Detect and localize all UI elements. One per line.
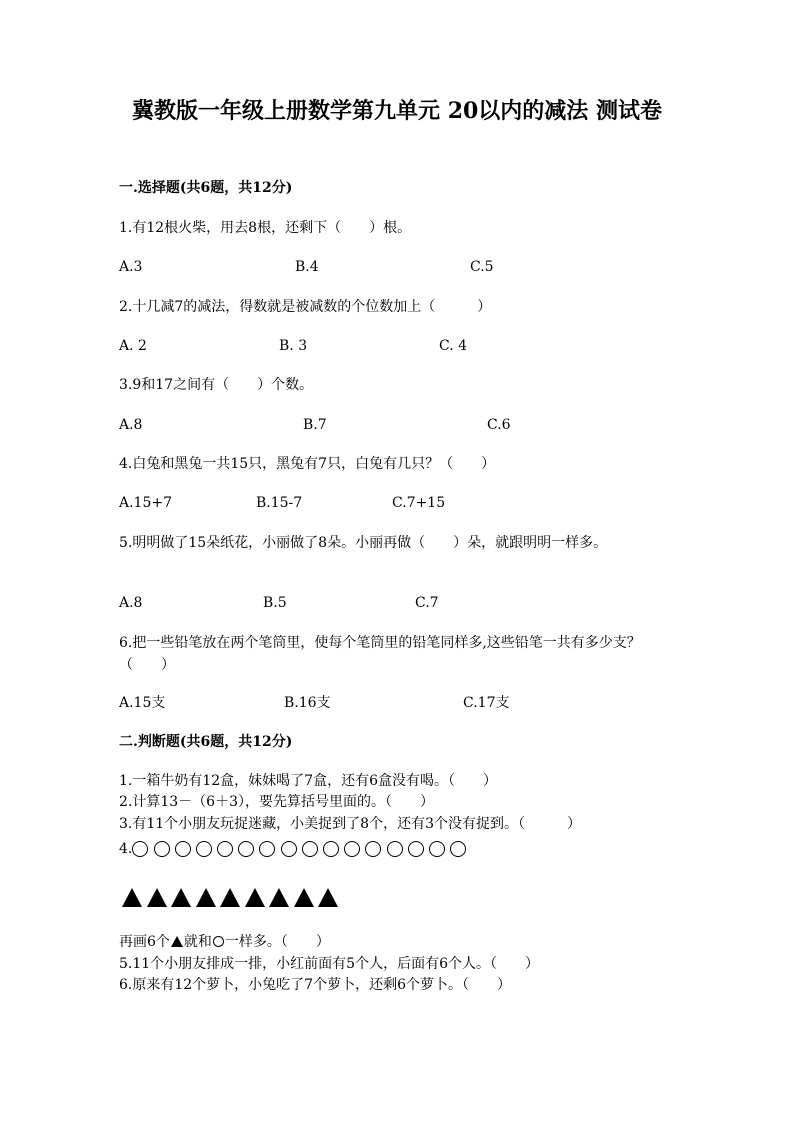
option-b[interactable]: B.15-7 bbox=[256, 495, 303, 511]
circle-icon bbox=[450, 841, 466, 857]
circle-icon bbox=[387, 841, 403, 857]
circle-icon bbox=[132, 841, 148, 857]
question-1: 1.有12根火柴，用去8根，还剩下（ ）根。 bbox=[119, 220, 412, 236]
option-a[interactable]: A. 2 bbox=[119, 338, 147, 354]
triangle-row bbox=[122, 886, 343, 908]
page-title: 冀教版一年级上册数学第九单元 20以内的减法 测试卷 bbox=[132, 98, 662, 124]
triangle-icon bbox=[220, 888, 240, 907]
judgement-4-prefix: 4. bbox=[119, 841, 133, 857]
circle-icon bbox=[259, 841, 275, 857]
circle-icon bbox=[281, 841, 297, 857]
option-a[interactable]: A.3 bbox=[119, 259, 143, 275]
triangle-icon bbox=[147, 888, 167, 907]
option-c[interactable]: C.7 bbox=[415, 595, 439, 611]
option-a[interactable]: A.8 bbox=[119, 417, 143, 433]
question-5: 5.明明做了15朵纸花，小丽做了8朵。小丽再做（ ）朵，就跟明明一样多。 bbox=[119, 535, 608, 551]
judgement-5: 5.11个小朋友排成一排，小红前面有5个人，后面有6个人。（ ） bbox=[119, 956, 539, 972]
judgement-2: 2.计算13－（6＋3），要先算括号里面的。（ ） bbox=[119, 794, 434, 810]
judgement-4-text-b: 就和 bbox=[183, 934, 212, 950]
option-c[interactable]: C.5 bbox=[470, 259, 494, 275]
judgement-4-text-a: 再画6个 bbox=[119, 934, 170, 950]
question-6: 6.把一些铅笔放在两个笔筒里，使每个笔筒里的铅笔同样多,这些铅笔一共有多少支？（ ） bbox=[119, 635, 641, 673]
question-3: 3.9和17之间有（ ）个数。 bbox=[119, 377, 314, 393]
section-heading-judgement: 二.判断题(共6题，共12分) bbox=[119, 734, 293, 750]
judgement-4-text bbox=[119, 931, 330, 953]
triangle-icon bbox=[245, 888, 265, 907]
circle-icon bbox=[238, 841, 254, 857]
option-c[interactable]: C. 4 bbox=[439, 338, 468, 354]
circle-icon bbox=[408, 841, 424, 857]
option-b[interactable]: B. 3 bbox=[279, 338, 308, 354]
circle-row bbox=[132, 838, 471, 860]
triangle-icon bbox=[196, 888, 216, 907]
circle-icon bbox=[175, 841, 191, 857]
judgement-6: 6.原来有12个萝卜，小兔吃了7个萝卜，还剩6个萝卜。（ ） bbox=[119, 977, 511, 993]
option-a[interactable]: A.15+7 bbox=[119, 495, 173, 511]
option-a[interactable]: A.15支 bbox=[119, 695, 166, 711]
triangle-icon bbox=[294, 888, 314, 907]
triangle-icon bbox=[171, 936, 183, 947]
circle-icon bbox=[154, 841, 170, 857]
judgement-3: 3.有11个小朋友玩捉迷藏，小美捉到了8个，还有3个没有捉到。（ ） bbox=[119, 816, 581, 832]
option-c[interactable]: C.17支 bbox=[463, 695, 510, 711]
triangle-icon bbox=[269, 888, 289, 907]
option-b[interactable]: B.16支 bbox=[284, 695, 331, 711]
triangle-icon bbox=[122, 888, 142, 907]
judgement-4-circles-row bbox=[119, 838, 471, 860]
question-4: 4.白兔和黑兔一共15只，黑兔有7只，白兔有几只？（ ） bbox=[119, 456, 496, 472]
question-2: 2.十几减7的减法，得数就是被减数的个位数加上（ ） bbox=[119, 299, 492, 315]
section-heading-choice: 一.选择题(共6题，共12分) bbox=[119, 180, 293, 196]
option-c[interactable]: C.6 bbox=[487, 417, 511, 433]
option-b[interactable]: B.5 bbox=[263, 595, 287, 611]
circle-icon bbox=[429, 841, 445, 857]
option-b[interactable]: B.4 bbox=[295, 259, 319, 275]
circle-icon bbox=[213, 936, 224, 947]
circle-icon bbox=[196, 841, 212, 857]
option-c[interactable]: C.7+15 bbox=[392, 495, 446, 511]
triangle-icon bbox=[171, 888, 191, 907]
circle-icon bbox=[217, 841, 233, 857]
option-a[interactable]: A.8 bbox=[119, 595, 143, 611]
triangle-row-wrapper bbox=[122, 886, 343, 908]
judgement-4-text-c: 一样多。（ ） bbox=[224, 934, 330, 950]
circle-icon bbox=[365, 841, 381, 857]
judgement-1: 1.一箱牛奶有12盒，妹妹喝了7盒，还有6盒没有喝。（ ） bbox=[119, 773, 497, 789]
option-b[interactable]: B.7 bbox=[303, 417, 327, 433]
circle-icon bbox=[344, 841, 360, 857]
circle-icon bbox=[323, 841, 339, 857]
triangle-icon bbox=[318, 888, 338, 907]
circle-icon bbox=[302, 841, 318, 857]
